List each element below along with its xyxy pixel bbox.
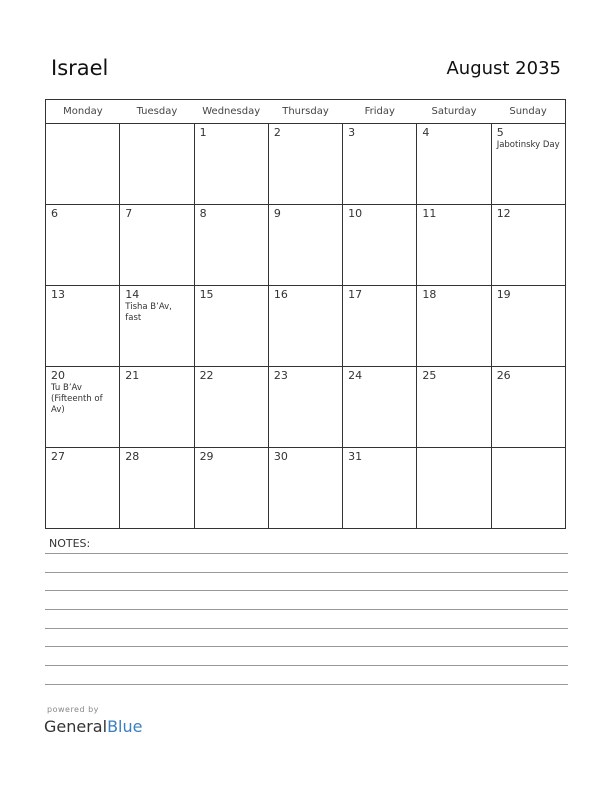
day-number: 24 [348, 369, 363, 382]
day-number: 27 [51, 450, 65, 463]
powered-by-text: powered by [47, 705, 99, 714]
day-cell [268, 448, 342, 529]
day-number: 25 [422, 369, 437, 382]
day-number: 22 [199, 369, 214, 382]
day-cell [194, 448, 268, 529]
day-cell [417, 286, 491, 367]
weekday-wednesday: Wednesday [194, 100, 268, 124]
brand-general: General [44, 717, 108, 736]
day-number: 11 [422, 207, 437, 220]
weekday-monday: Monday [46, 100, 120, 124]
day-number: 3 [348, 126, 356, 139]
day-number: 20 [51, 369, 65, 382]
weekday-saturday: Saturday [417, 100, 491, 124]
note-line [45, 609, 568, 610]
day-number: 12 [496, 207, 511, 220]
day-number: 2 [273, 126, 281, 139]
day-cell [417, 448, 491, 529]
week-row [46, 367, 566, 448]
day-cell [120, 286, 194, 367]
weekday-sunday: Sunday [491, 100, 565, 124]
day-cell [120, 205, 194, 286]
note-line [45, 684, 568, 685]
day-number: 31 [348, 450, 363, 463]
day-cell [491, 448, 565, 529]
day-number: 7 [125, 207, 133, 220]
day-number: 13 [51, 288, 65, 301]
day-cell [194, 205, 268, 286]
day-number: 4 [422, 126, 430, 139]
day-cell [120, 448, 194, 529]
holiday-label: Tu B’Av (Fifteenth of Av) [51, 383, 103, 415]
note-line [45, 665, 568, 666]
day-cell [268, 205, 342, 286]
day-number: 28 [125, 450, 140, 463]
day-cell [46, 367, 120, 448]
day-cell [491, 286, 565, 367]
day-cell [194, 367, 268, 448]
day-number: 1 [199, 126, 207, 139]
day-number: 14 [125, 288, 140, 301]
day-cell [491, 124, 565, 205]
day-number: 19 [496, 288, 511, 301]
day-number: 10 [348, 207, 363, 220]
day-cell [417, 205, 491, 286]
day-number: 5 [496, 126, 504, 139]
day-cell [343, 367, 417, 448]
day-cell [343, 205, 417, 286]
day-number: 23 [273, 369, 288, 382]
day-cell [46, 124, 120, 205]
day-number: 26 [496, 369, 511, 382]
day-number: 8 [199, 207, 207, 220]
day-cell [268, 367, 342, 448]
day-number: 17 [348, 288, 363, 301]
weekday-friday: Friday [343, 100, 417, 124]
week-row [46, 286, 566, 367]
day-cell [268, 286, 342, 367]
weekday-header-row [46, 100, 566, 124]
notes-label: NOTES: [49, 537, 91, 550]
month-title: August 2035 [446, 58, 561, 79]
day-cell [343, 448, 417, 529]
weekday-thursday: Thursday [268, 100, 342, 124]
day-cell [46, 205, 120, 286]
day-cell [417, 367, 491, 448]
day-cell [120, 367, 194, 448]
day-number: 16 [273, 288, 288, 301]
note-line [45, 572, 568, 573]
day-cell [417, 124, 491, 205]
day-cell [194, 124, 268, 205]
calendar-grid [45, 99, 566, 529]
day-number: 6 [51, 207, 58, 220]
note-line [45, 553, 568, 554]
weekday-tuesday: Tuesday [120, 100, 194, 124]
day-cell [46, 448, 120, 529]
day-number: 18 [422, 288, 437, 301]
holiday-label: Jabotinsky Day [496, 140, 560, 150]
day-cell [268, 124, 342, 205]
day-cell [194, 286, 268, 367]
week-row [46, 205, 566, 286]
note-line [45, 646, 568, 647]
day-number: 30 [273, 450, 288, 463]
day-cell [491, 205, 565, 286]
week-row [46, 448, 566, 529]
day-cell [343, 286, 417, 367]
day-cell [120, 124, 194, 205]
day-cell [343, 124, 417, 205]
note-line [45, 590, 568, 591]
note-line [45, 628, 568, 629]
day-number: 29 [199, 450, 214, 463]
week-row [46, 124, 566, 205]
day-number: 9 [273, 207, 281, 220]
country-title: Israel [51, 56, 109, 80]
generalblue-logo [44, 717, 142, 736]
calendar-body [46, 124, 566, 529]
day-number: 15 [199, 288, 214, 301]
holiday-label: Tisha B’Av, fast [125, 302, 172, 323]
day-cell [46, 286, 120, 367]
brand-blue: Blue [107, 717, 143, 736]
day-number: 21 [125, 369, 140, 382]
day-cell [491, 367, 565, 448]
